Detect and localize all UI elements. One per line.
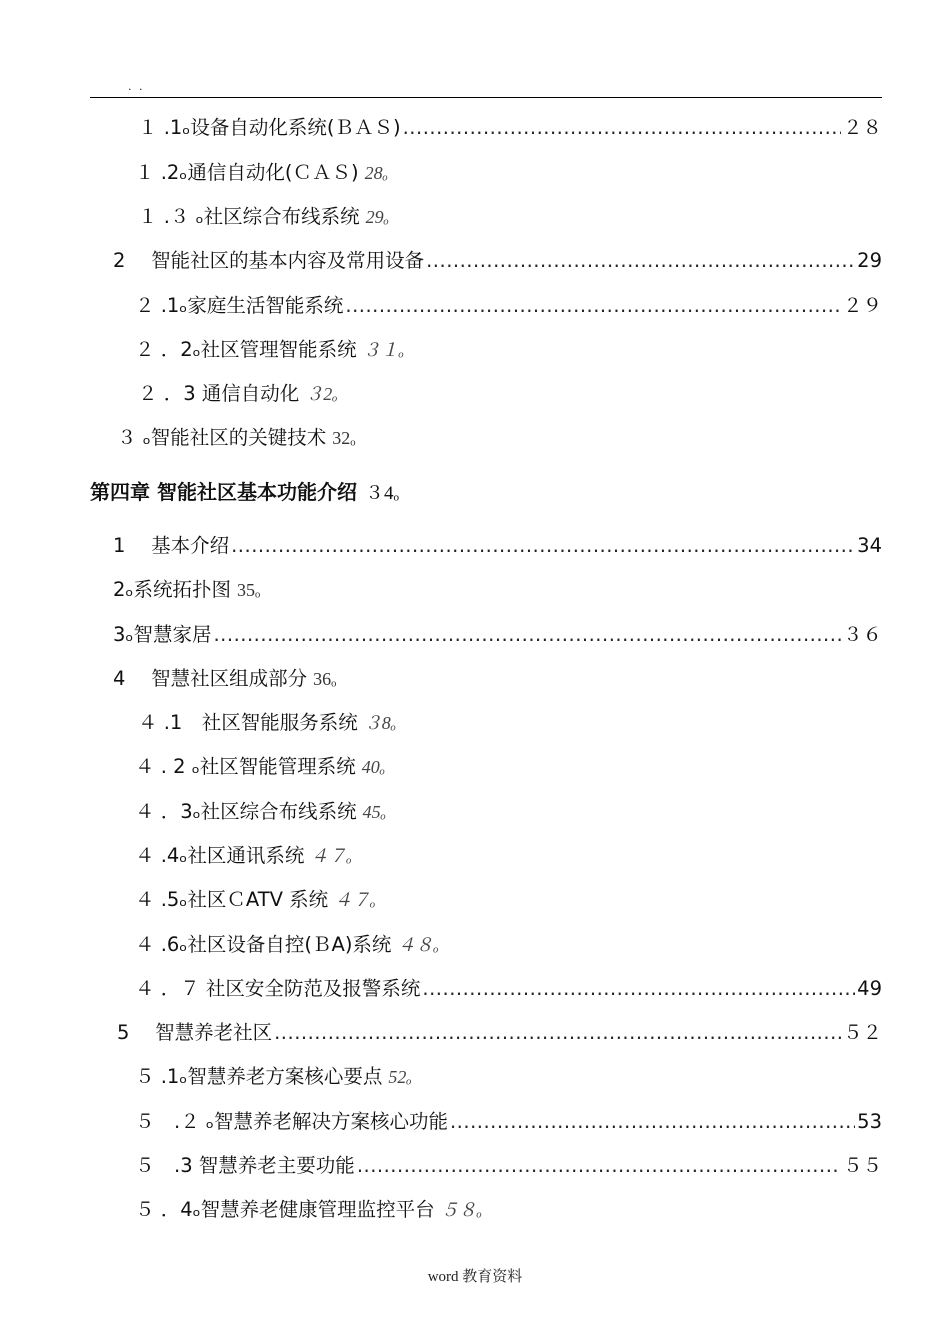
toc-entry-label: 4 智慧社区组成部分 bbox=[113, 667, 308, 690]
toc-entry-page: 28ₒ bbox=[364, 163, 388, 183]
toc-entry[interactable] bbox=[135, 929, 439, 959]
toc-entry-label: 2 智能社区的基本内容及常用设备 bbox=[113, 249, 425, 272]
toc-entry-page: 32ₒ bbox=[332, 428, 356, 448]
toc-entry[interactable] bbox=[138, 378, 337, 408]
toc-entry[interactable] bbox=[135, 334, 404, 364]
toc-entry[interactable] bbox=[135, 290, 882, 320]
toc-entry-page: 40ₒ bbox=[361, 757, 385, 777]
toc-entry[interactable] bbox=[138, 707, 396, 737]
toc-entry-page: ２９ bbox=[842, 294, 882, 317]
page-footer: word 教育资料 bbox=[427, 1269, 523, 1285]
toc-entry-label: ５ .２ ₒ智慧养老解决方案核心功能 bbox=[135, 1110, 448, 1133]
dot-leader bbox=[450, 1110, 855, 1133]
toc-entry[interactable] bbox=[135, 973, 882, 1003]
toc-entry-page: 45ₒ bbox=[362, 802, 386, 822]
toc-entry-label: ５ .3 智慧养老主要功能 bbox=[135, 1154, 355, 1177]
toc-entry[interactable] bbox=[135, 796, 386, 826]
toc-entry[interactable] bbox=[113, 574, 260, 604]
toc-entry[interactable] bbox=[113, 245, 882, 275]
toc-entry-label: 2ₒ系统拓扑图 bbox=[113, 578, 231, 601]
toc-entry-page: ５２ bbox=[842, 1021, 882, 1044]
toc-entry-label: 5 智慧养老社区 bbox=[117, 1021, 273, 1044]
toc-entry[interactable] bbox=[135, 157, 388, 187]
toc-entry[interactable] bbox=[135, 840, 352, 870]
dot-leader bbox=[345, 294, 841, 317]
toc-entry-page: ４７ₒ bbox=[334, 890, 376, 910]
dot-leader bbox=[274, 1021, 841, 1044]
toc-entry-label: ２ ．2ₒ社区管理智能系统 bbox=[135, 338, 357, 361]
toc-entry-label: ４ .5ₒ社区ＣATV 系统 bbox=[135, 888, 329, 911]
toc-entry-label: ５ .1ₒ智慧养老方案核心要点 bbox=[135, 1065, 383, 1088]
toc-entry[interactable] bbox=[113, 530, 882, 560]
dot-leader bbox=[213, 623, 841, 646]
toc-entry[interactable] bbox=[135, 1150, 882, 1180]
header-rule bbox=[90, 97, 882, 98]
toc-entry-page: 49 bbox=[857, 977, 882, 1000]
toc-entry-page: ３8ₒ bbox=[363, 713, 396, 733]
toc-entry-page: ３2ₒ bbox=[305, 384, 338, 404]
toc-entry-page: ３６ bbox=[842, 623, 882, 646]
toc-entry-page: 53 bbox=[857, 1110, 882, 1133]
toc-entry-page: 52ₒ bbox=[388, 1067, 412, 1087]
dot-leader bbox=[403, 116, 841, 139]
toc-entry[interactable] bbox=[113, 619, 882, 649]
toc-entry[interactable] bbox=[138, 112, 882, 142]
toc-entry-label: １ .2ₒ通信自动化(ＣＡＳ) bbox=[135, 161, 359, 184]
toc-entry-label: １ .３ ₒ社区综合布线系统 bbox=[138, 205, 360, 228]
toc-entry-page: ３4ₒ bbox=[364, 483, 399, 504]
toc-entry[interactable] bbox=[138, 201, 389, 231]
toc-entry-page: 36ₒ bbox=[313, 669, 337, 689]
toc-entry-label: ４ .6ₒ社区设备自控(ＢA)系统 bbox=[135, 933, 392, 956]
toc-entry-label: 3ₒ智慧家居 bbox=[113, 623, 212, 646]
dot-leader bbox=[422, 977, 855, 1000]
chapter-heading[interactable] bbox=[90, 476, 399, 505]
toc-entry-label: ５ ．4ₒ智慧养老健康管理监控平台 bbox=[135, 1198, 435, 1221]
toc-entry-label: 1 基本介绍 bbox=[113, 534, 230, 557]
toc-entry-label: ２ .1ₒ家庭生活智能系统 bbox=[135, 294, 344, 317]
toc-entry-label: ４ .1 社区智能服务系统 bbox=[138, 711, 358, 734]
toc-entry-page: ５８ₒ bbox=[440, 1200, 482, 1220]
toc-entry-page: ４７ₒ bbox=[310, 846, 352, 866]
toc-entry[interactable] bbox=[113, 663, 336, 693]
toc-entry-page: 35ₒ bbox=[236, 580, 261, 600]
toc-entry[interactable] bbox=[135, 1106, 882, 1136]
dot-leader bbox=[426, 249, 855, 272]
toc-entry[interactable] bbox=[117, 422, 355, 452]
dot-leader bbox=[357, 1154, 841, 1177]
toc-entry[interactable] bbox=[135, 1194, 482, 1224]
toc-entry-label: ４ ．７ 社区安全防范及报警系统 bbox=[135, 977, 421, 1000]
toc-entry-page: ３１ₒ bbox=[362, 340, 404, 360]
toc-entry-page: ２８ bbox=[842, 116, 882, 139]
toc-entry[interactable] bbox=[135, 884, 375, 914]
toc-entry-label: 第四章 智能社区基本功能介绍 bbox=[90, 480, 357, 504]
toc-entry-label: ２ ．3 通信自动化 bbox=[138, 382, 300, 405]
toc-entry-label: ４ . 2 ₒ社区智能管理系统 bbox=[135, 755, 356, 778]
toc-entry-page: ４８ₒ bbox=[397, 935, 439, 955]
toc-entry-label: ４ ．3ₒ社区综合布线系统 bbox=[135, 800, 357, 823]
toc-entry-page: ５５ bbox=[842, 1154, 882, 1177]
toc-entry[interactable] bbox=[135, 751, 385, 781]
toc-entry-page: 29 bbox=[857, 249, 882, 272]
toc-entry-label: １ .1ₒ设备自动化系统(ＢＡＳ) bbox=[138, 116, 401, 139]
toc-entry[interactable] bbox=[117, 1017, 882, 1047]
header-mark: . . bbox=[128, 80, 145, 93]
toc-entry-label: ３ ₒ智能社区的关键技术 bbox=[117, 426, 327, 449]
toc-entry-page: 29ₒ bbox=[365, 207, 389, 227]
dot-leader bbox=[231, 534, 855, 557]
toc-entry-page: 34 bbox=[857, 534, 882, 557]
toc-entry[interactable] bbox=[135, 1061, 412, 1091]
toc-entry-label: ４ .4ₒ社区通讯系统 bbox=[135, 844, 305, 867]
